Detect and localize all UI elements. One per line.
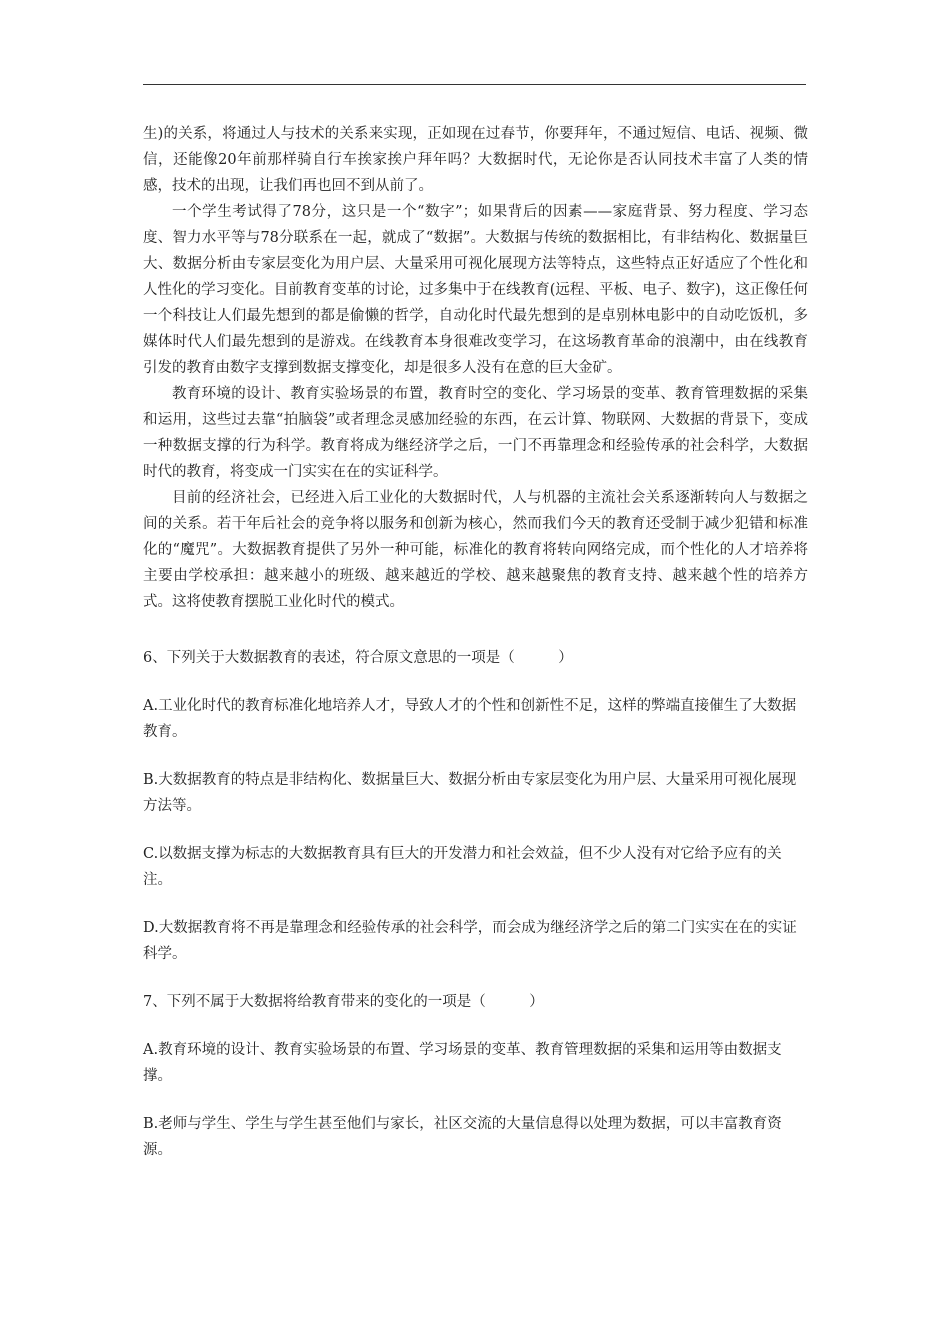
passage-paragraph-3: 教育环境的设计、教育实验场景的布置，教育时空的变化、学习场景的变革、教育管理数据的采集和运用，这些过去靠“拍脑袋”或者理念灵感加经验的东西，在云计算、物联网、大数据的背景下，变成一种数据支撑的行为科学。教育将成为继经济学之后，一门不再靠理念和经验传承的社会科学，大数据时代的教育，将变成一门实实在在的实证科学。 [143,386,808,480]
question-7 [143,989,808,1163]
passage-paragraph-1: 生)的关系，将通过人与技术的关系来实现，正如现在过春节，你要拜年，不通过短信、电话、视频、微信，还能像20年前那样骑自行车挨家挨户拜年吗？大数据时代，无论你是否认同技术丰富了人类的情感，技术的出现，让我们再也回不到从前了。 [143,126,808,194]
question-section [143,645,808,1185]
question-option-a: A.工业化时代的教育标准化地培养人才，导致人才的个性和创新性不足，这样的弊端直接催生了大数据教育。 [143,698,797,740]
question-stem: 7、下列不属于大数据将给教育带来的变化的一项是（ ） [143,994,544,1010]
question-option-b: B.老师与学生、学生与学生甚至他们与家长，社区交流的大量信息得以处理为数据，可以丰富教育资源。 [143,1116,782,1158]
question-option-d: D.大数据教育将不再是靠理念和经验传承的社会科学，而会成为继经济学之后的第二门实实在在的实证科学。 [143,920,797,962]
question-option-a: A.教育环境的设计、教育实验场景的布置、学习场景的变革、教育管理数据的采集和运用等由数据支撑。 [143,1042,782,1084]
header-rule [143,84,806,85]
question-option-b: B.大数据教育的特点是非结构化、数据量巨大、数据分析由专家层变化为用户层、大量采用可视化展现方法等。 [143,772,797,814]
reading-passage [143,121,808,615]
question-stem: 6、下列关于大数据教育的表述，符合原文意思的一项是（ ） [143,650,573,666]
passage-paragraph-4: 目前的经济社会，已经进入后工业化的大数据时代，人与机器的主流社会关系逐渐转向人与数据之间的关系。若干年后社会的竞争将以服务和创新为核心，然而我们今天的教育还受制于减少犯错和标准化的“魔咒”。大数据教育提供了另外一种可能，标准化的教育将转向网络完成，而个性化的人才培养将主要由学校承担：越来越小的班级、越来越近的学校、越来越聚焦的教育支持、越来越个性的培养方式。这将使教育摆脱工业化时代的模式。 [143,490,808,610]
question-6 [143,645,808,967]
question-option-c: C.以数据支撑为标志的大数据教育具有巨大的开发潜力和社会效益，但不少人没有对它给予应有的关注。 [143,846,782,888]
passage-paragraph-2: 一个学生考试得了78分，这只是一个“数字”；如果背后的因素——家庭背景、努力程度、学习态度、智力水平等与78分联系在一起，就成了“数据”。大数据与传统的数据相比，有非结构化、数据量巨大、数据分析由专家层变化为用户层、大量采用可视化展现方法等特点，这些特点正好适应了个性化和人性化的学习变化。目前教育变革的讨论，过多集中于在线教育(远程、平板、电子、数字)，这正像任何一个科技让人们最先想到的都是偷懒的哲学，自动化时代最先想到的是卓别林电影中的自动吃饭机，多媒体时代人们最先想到的是游戏。在线教育本身很难改变学习，在这场教育革命的浪潮中，由在线教育引发的教育由数字支撑到数据支撑变化，却是很多人没有在意的巨大金矿。 [143,204,808,376]
